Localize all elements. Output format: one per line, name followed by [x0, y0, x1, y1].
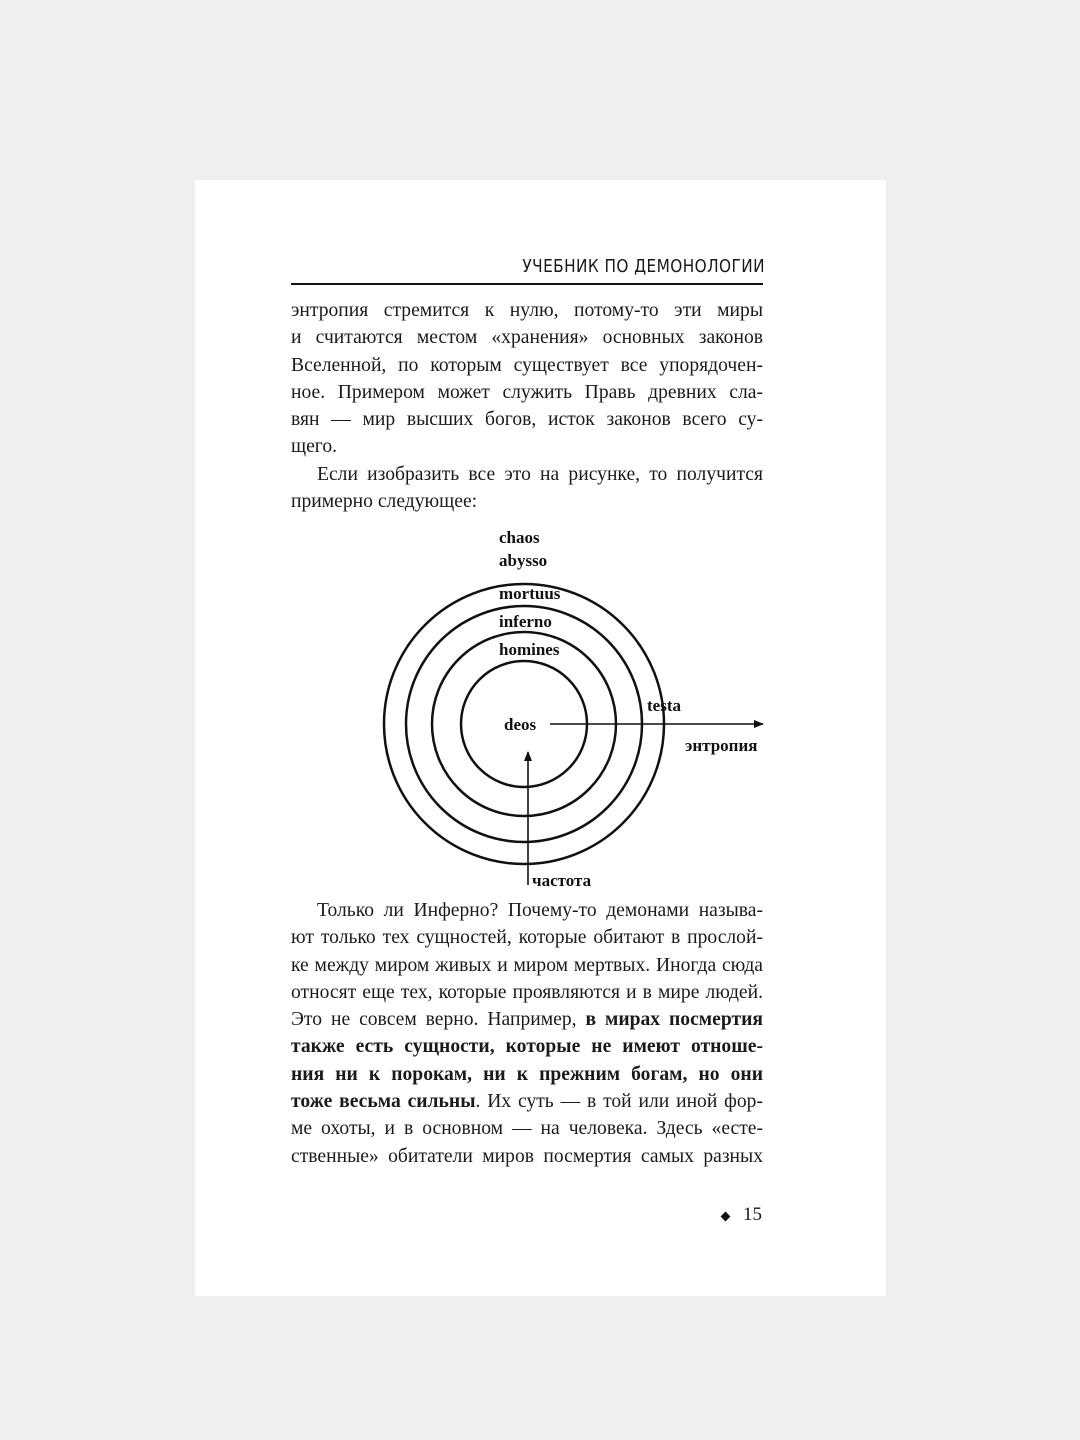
- text-line: [291, 1006, 763, 1033]
- text-line: вян — мир высших богов, исток законов всего су-: [291, 409, 763, 431]
- text-line: и считаются местом «хранения» основных законов: [291, 327, 763, 349]
- label-mortuus: mortuus: [499, 584, 561, 603]
- text-line: ке между миром живых и миром мертвых. Иногда сюда: [291, 954, 763, 976]
- bold-text: также есть сущности, которые не имеют отноше-: [291, 1036, 763, 1058]
- text-line: ственные» обитатели миров посмертия самых разных: [291, 1145, 763, 1167]
- text-line: Вселенной, по которым существует все упорядочен-: [291, 354, 763, 376]
- bold-text: в мирах посмертия: [585, 1009, 764, 1031]
- text-line: [291, 1088, 763, 1115]
- text-line: относят еще тех, которые проявляются и в мире людей.: [291, 981, 763, 1003]
- text-line: ме охоты, и в основном — на человека. Здесь «есте-: [291, 1118, 763, 1140]
- text-line: ют только тех сущностей, которые обитают в прослой-: [291, 927, 763, 949]
- running-head: УЧЕБНИК ПО ДЕМОНОЛОГИИ: [522, 256, 765, 277]
- text-line: щего.: [291, 436, 338, 458]
- text-line: Если изобразить все это на рисунке, то получится: [317, 464, 763, 485]
- plain-text: Это не совсем верно. Например,: [291, 1009, 577, 1031]
- text-line: энтропия стремится к нулю, потому-то эти миры: [291, 300, 763, 321]
- label-homines: homines: [499, 640, 560, 659]
- label-frequency: частота: [532, 871, 592, 890]
- text-line: Только ли Инферно? Почему-то демонами называ-: [317, 900, 763, 921]
- bold-text: тоже весьма сильны: [291, 1091, 476, 1113]
- text-line: [291, 1033, 763, 1060]
- text-line: [291, 1061, 763, 1088]
- label-testa: testa: [647, 696, 681, 715]
- page-number: 15: [743, 1204, 762, 1225]
- label-inferno: inferno: [499, 612, 552, 631]
- label-entropy: энтропия: [685, 736, 758, 755]
- label-abysso: abysso: [499, 551, 548, 570]
- text-line: примерно следующее:: [291, 491, 478, 513]
- book-page: [195, 180, 886, 1296]
- plain-text: . Их суть — в той или иной фор-: [475, 1091, 763, 1113]
- text-line: ное. Примером может служить Правь древних сла-: [291, 381, 763, 403]
- bold-text: ния ни к порокам, ни к прежним богам, но они: [291, 1063, 763, 1085]
- label-deos: deos: [504, 715, 537, 734]
- paragraph-3: [291, 897, 763, 1170]
- label-chaos: chaos: [499, 528, 540, 547]
